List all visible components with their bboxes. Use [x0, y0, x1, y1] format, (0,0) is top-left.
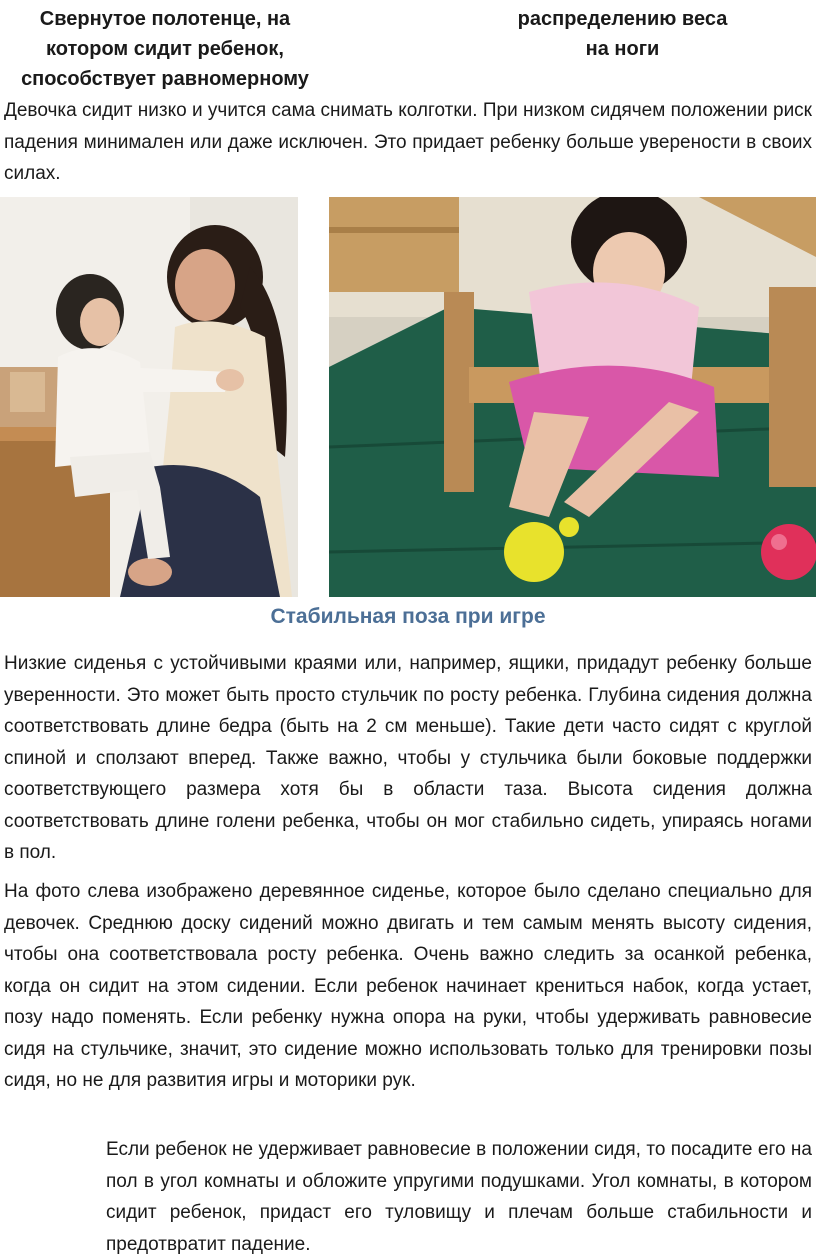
- top-caption-left-line-1: Свернутое полотенце, на: [39, 8, 291, 30]
- seats-paragraph: Низкие сиденья с устойчивыми краями или, например, ящики, придадут ребенку больше уверенности. Это может быть просто стульчик по росту ребенка. Глубина сидения должна соответствовать длине бедра (быть на 2 см меньше). Такие дети часто сидят с круглой спиной и сползают вперед. Также важно, чтобы у стульчика были боковые поддержки соответствующего размера хотя бы в области таза. Высота сидения должна соответствовать длине голени ребенка, чтобы он мог стабильно сидеть, упираясь ногами в пол.: [4, 653, 812, 863]
- photo-mother-child: [0, 197, 298, 597]
- photo-caption: Стабильная поза при игре: [270, 605, 546, 628]
- top-caption-right-line-1: распределению веса: [517, 8, 728, 30]
- top-caption-left-line-2: котором сидит ребенок,: [46, 38, 284, 60]
- top-caption-right: [430, 4, 815, 64]
- corner-paragraph: Если ребенок не удерживает равновесие в положении сидя, то посадите его на пол в угол комнаты и обложите упругими подушками. Угол комнаты, в котором сидит ребенок, придаст его туловищу и плечам больше стабильности и предотвратит падение.: [106, 1139, 812, 1255]
- photo-girl-on-mat: [329, 197, 816, 597]
- top-caption-left: [0, 4, 330, 94]
- photo-left-paragraph: На фото слева изображено деревянное сиденье, которое было сделано специально для девочек. Среднюю доску сидений можно двигать и тем самым менять высоту сидения, чтобы она соответствовала росту ребенка. Очень важно следить за осанкой ребенка, когда он сидит на этом сидении. Если ребенок начинает крениться набок, когда устает, позу надо поменять. Если ребенку нужна опора на руки, чтобы удерживать равновесие сидя на стульчике, значит, это сидение можно использовать только для тренировки позы сидя, но не для развития игры и моторики рук.: [4, 881, 812, 1091]
- top-caption-right-line-2: на ноги: [585, 38, 660, 60]
- intro-paragraph: Девочка сидит низко и учится сама снимать колготки. При низком сидячем положении риск падения минимален или даже исключен. Это придает ребенку больше уверености в своих силах.: [4, 100, 812, 184]
- top-caption-left-line-3: способствует равномерному: [21, 68, 309, 90]
